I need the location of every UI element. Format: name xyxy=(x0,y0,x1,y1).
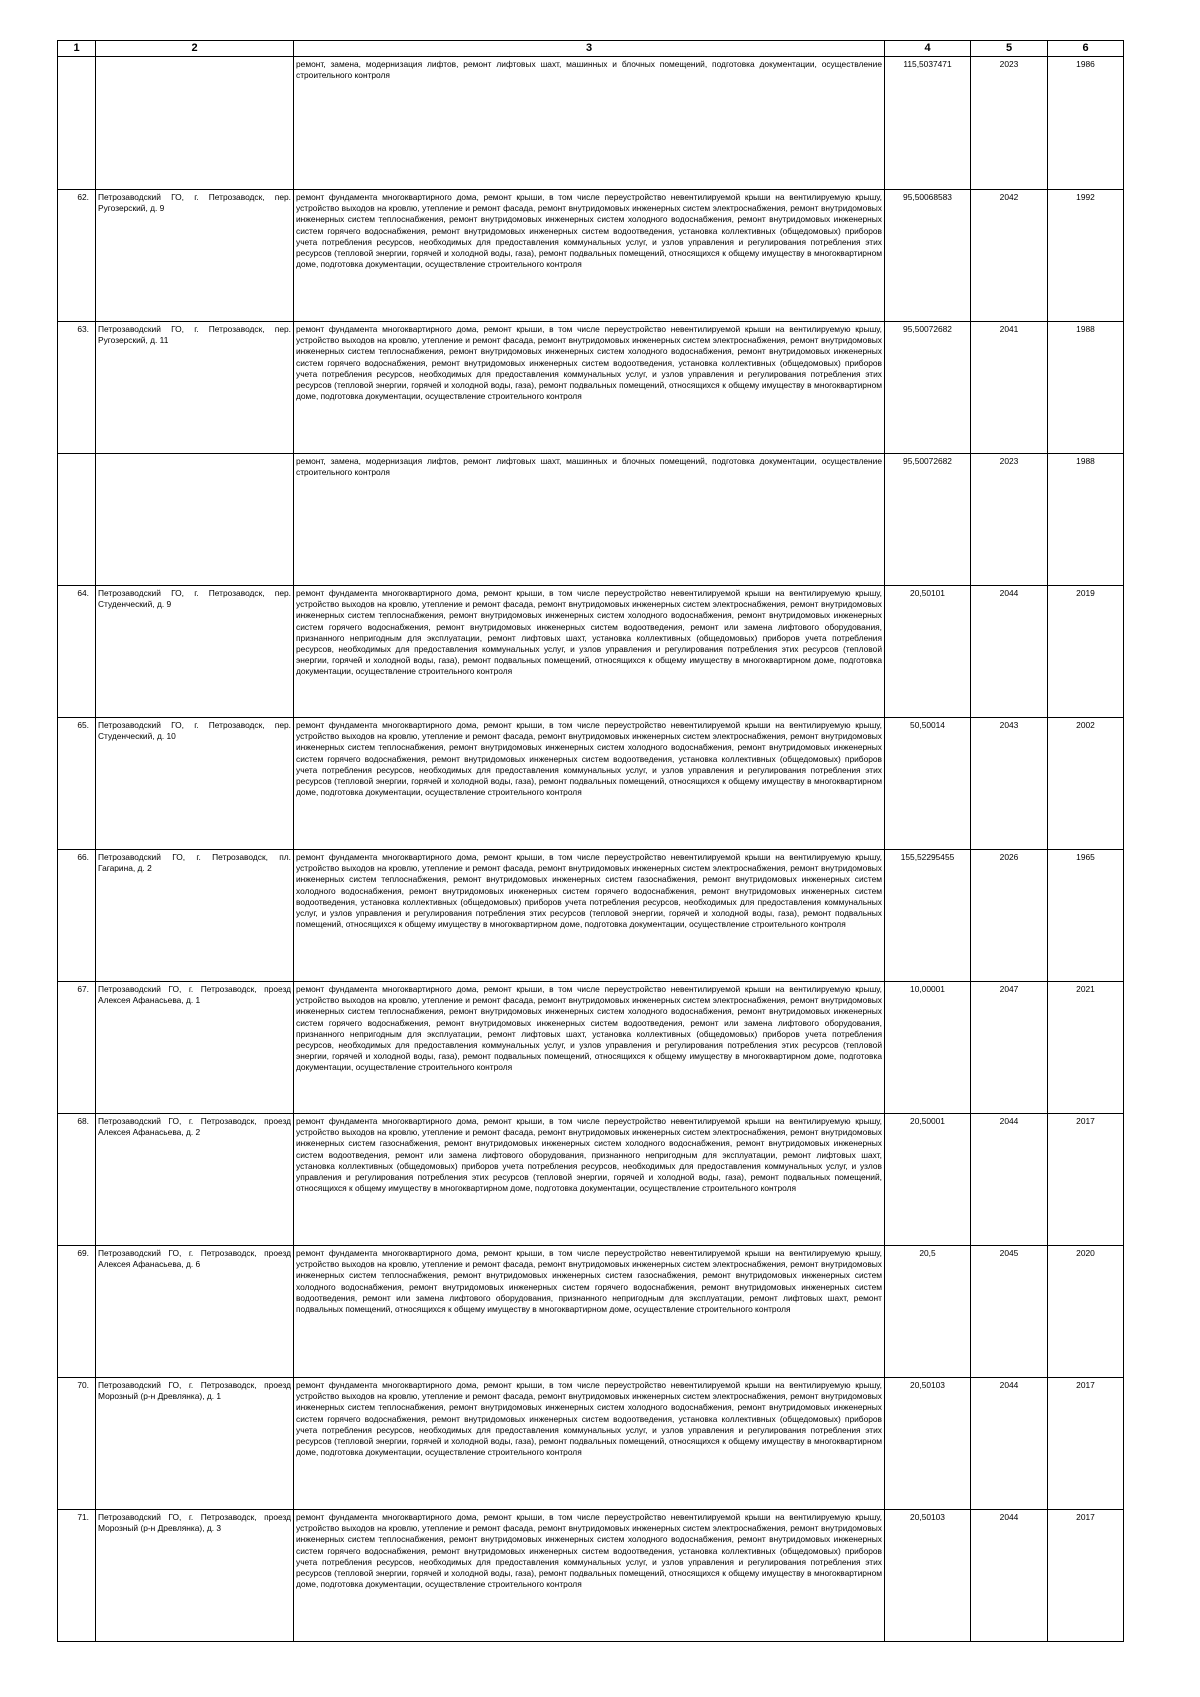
table-row xyxy=(58,718,1124,850)
built-year-cell: 2002 xyxy=(1048,718,1124,850)
value-cell: 95,50072682 xyxy=(885,322,971,454)
address-cell: Петрозаводский ГО, г. Петрозаводск, проезд Морозный (р-н Древлянка), д. 3 xyxy=(96,1510,294,1642)
column-header-3: 3 xyxy=(294,41,885,57)
address-cell: Петрозаводский ГО, г. Петрозаводск, пер. Ругозерский, д. 9 xyxy=(96,190,294,322)
table-row xyxy=(58,850,1124,982)
row-number xyxy=(58,454,96,586)
value-cell: 115,5037471 xyxy=(885,57,971,190)
table-row xyxy=(58,322,1124,454)
built-year-cell: 1988 xyxy=(1048,454,1124,586)
row-number: 68. xyxy=(58,1114,96,1246)
built-year-cell: 1965 xyxy=(1048,850,1124,982)
built-year-cell: 2017 xyxy=(1048,1510,1124,1642)
year-cell: 2041 xyxy=(971,322,1048,454)
row-number xyxy=(58,57,96,190)
value-cell: 20,50103 xyxy=(885,1378,971,1510)
built-year-cell: 2021 xyxy=(1048,982,1124,1114)
row-number: 63. xyxy=(58,322,96,454)
works-cell: ремонт фундамента многоквартирного дома, ремонт крыши, в том числе переустройство невентилируемой крыши на вентилируемую крышу, устройство выходов на кровлю, утепление и ремонт фасада, ремонт внутридомовых инженерных систем электроснабжения, ремонт внутридомовых инженерных систем теплоснабжения, ремонт внутридомовых инженерных систем холодного водоснабжения, ремонт внутридомовых инженерных систем горячего водоснабжения, ремонт внутридомовых инженерных систем водоотведения, ремонт или замена лифтового оборудования, признанного непригодным для эксплуатации, ремонт лифтовых шахт, установка коллективных (общедомовых) приборов учета потребления ресурсов, необходимых для предоставления коммунальных услуг, и узлов управления и регулирования потребления этих ресурсов (тепловой энергии, горячей и холодной воды, газа), ремонт подвальных помещений, относящихся к общему имуществу в многоквартирном доме, подготовка документации, осуществление строительного контроля xyxy=(294,982,885,1114)
row-number: 66. xyxy=(58,850,96,982)
table-row xyxy=(58,982,1124,1114)
address-cell xyxy=(96,57,294,190)
built-year-cell: 2017 xyxy=(1048,1378,1124,1510)
value-cell: 20,50001 xyxy=(885,1114,971,1246)
built-year-cell: 1988 xyxy=(1048,322,1124,454)
value-cell: 20,50101 xyxy=(885,586,971,718)
works-cell: ремонт фундамента многоквартирного дома, ремонт крыши, в том числе переустройство невентилируемой крыши на вентилируемую крышу, устройство выходов на кровлю, утепление и ремонт фасада, ремонт внутридомовых инженерных систем электроснабжения, ремонт внутридомовых инженерных систем теплоснабжения, ремонт внутридомовых инженерных систем газоснабжения, ремонт внутридомовых инженерных систем холодного водоснабжения, ремонт внутридомовых инженерных систем горячего водоснабжения, ремонт внутридомовых инженерных систем водоотведения, ремонт или замена лифтового оборудования, признанного непригодным для эксплуатации, ремонт лифтовых шахт, ремонт подвальных помещений, относящихся к общему имуществу в многоквартирном доме, осуществление строительного контроля xyxy=(294,1246,885,1378)
row-number: 69. xyxy=(58,1246,96,1378)
address-cell: Петрозаводский ГО, г. Петрозаводск, проезд Алексея Афанасьева, д. 2 xyxy=(96,1114,294,1246)
works-cell: ремонт фундамента многоквартирного дома, ремонт крыши, в том числе переустройство невентилируемой крыши на вентилируемую крышу, устройство выходов на кровлю, утепление и ремонт фасада, ремонт внутридомовых инженерных систем электроснабжения, ремонт внутридомовых инженерных систем теплоснабжения, ремонт внутридомовых инженерных систем холодного водоснабжения, ремонт внутридомовых инженерных систем горячего водоснабжения, ремонт внутридомовых инженерных систем водоотведения, установка коллективных (общедомовых) приборов учета потребления ресурсов, необходимых для предоставления коммунальных услуг, и узлов управления и регулирования потребления этих ресурсов (тепловой энергии, горячей и холодной воды, газа), ремонт подвальных помещений, относящихся к общему имуществу в многоквартирном доме, подготовка документации, осуществление строительного контроля xyxy=(294,190,885,322)
row-number: 67. xyxy=(58,982,96,1114)
address-cell: Петрозаводский ГО, г. Петрозаводск, пер. Студенческий, д. 10 xyxy=(96,718,294,850)
built-year-cell: 2020 xyxy=(1048,1246,1124,1378)
works-table xyxy=(57,40,1124,1642)
works-cell: ремонт, замена, модернизация лифтов, ремонт лифтовых шахт, машинных и блочных помещений, подготовка документации, осуществление строительного контроля xyxy=(294,454,885,586)
table-row xyxy=(58,1378,1124,1510)
header-row xyxy=(58,41,1124,57)
year-cell: 2044 xyxy=(971,1510,1048,1642)
address-cell: Петрозаводский ГО, г. Петрозаводск, пл. Гагарина, д. 2 xyxy=(96,850,294,982)
address-cell: Петрозаводский ГО, г. Петрозаводск, проезд Алексея Афанасьева, д. 1 xyxy=(96,982,294,1114)
works-cell: ремонт фундамента многоквартирного дома, ремонт крыши, в том числе переустройство невентилируемой крыши на вентилируемую крышу, устройство выходов на кровлю, утепление и ремонт фасада, ремонт внутридомовых инженерных систем электроснабжения, ремонт внутридомовых инженерных систем теплоснабжения, ремонт внутридомовых инженерных систем холодного водоснабжения, ремонт внутридомовых инженерных систем горячего водоснабжения, ремонт внутридомовых инженерных систем водоотведения, установка коллективных (общедомовых) приборов учета потребления ресурсов, необходимых для предоставления коммунальных услуг, и узлов управления и регулирования потребления этих ресурсов (тепловой энергии, горячей и холодной воды, газа), ремонт подвальных помещений, относящихся к общему имуществу в многоквартирном доме, подготовка документации, осуществление строительного контроля xyxy=(294,322,885,454)
year-cell: 2023 xyxy=(971,57,1048,190)
year-cell: 2047 xyxy=(971,982,1048,1114)
works-cell: ремонт фундамента многоквартирного дома, ремонт крыши, в том числе переустройство невентилируемой крыши на вентилируемую крышу, устройство выходов на кровлю, утепление и ремонт фасада, ремонт внутридомовых инженерных систем электроснабжения, ремонт внутридомовых инженерных систем теплоснабжения, ремонт внутридомовых инженерных систем холодного водоснабжения, ремонт внутридомовых инженерных систем горячего водоснабжения, ремонт внутридомовых инженерных систем водоотведения, ремонт или замена лифтового оборудования, признанного непригодным для эксплуатации, ремонт лифтовых шахт, установка коллективных (общедомовых) приборов учета потребления ресурсов, необходимых для предоставления коммунальных услуг, и узлов управления и регулирования потребления этих ресурсов (тепловой энергии, горячей и холодной воды, газа), ремонт подвальных помещений, относящихся к общему имуществу в многоквартирном доме, подготовка документации, осуществление строительного контроля xyxy=(294,586,885,718)
built-year-cell: 1986 xyxy=(1048,57,1124,190)
value-cell: 50,50014 xyxy=(885,718,971,850)
value-cell: 20,50103 xyxy=(885,1510,971,1642)
year-cell: 2045 xyxy=(971,1246,1048,1378)
works-cell: ремонт фундамента многоквартирного дома, ремонт крыши, в том числе переустройство невентилируемой крыши на вентилируемую крышу, устройство выходов на кровлю, утепление и ремонт фасада, ремонт внутридомовых инженерных систем электроснабжения, ремонт внутридомовых инженерных систем теплоснабжения, ремонт внутридомовых инженерных систем холодного водоснабжения, ремонт внутридомовых инженерных систем горячего водоснабжения, ремонт внутридомовых инженерных систем водоотведения, установка коллективных (общедомовых) приборов учета потребления ресурсов, необходимых для предоставления коммунальных услуг, и узлов управления и регулирования потребления этих ресурсов (тепловой энергии, горячей и холодной воды, газа), ремонт подвальных помещений, относящихся к общему имуществу в многоквартирном доме, подготовка документации, осуществление строительного контроля xyxy=(294,1378,885,1510)
year-cell: 2042 xyxy=(971,190,1048,322)
column-header-6: 6 xyxy=(1048,41,1124,57)
works-cell: ремонт фундамента многоквартирного дома, ремонт крыши, в том числе переустройство невентилируемой крыши на вентилируемую крышу, устройство выходов на кровлю, утепление и ремонт фасада, ремонт внутридомовых инженерных систем электроснабжения, ремонт внутридомовых инженерных систем газоснабжения, ремонт внутридомовых инженерных систем холодного водоснабжения, ремонт внутридомовых инженерных систем водоотведения, ремонт или замена лифтового оборудования, признанного непригодным для эксплуатации, ремонт лифтовых шахт, установка коллективных (общедомовых) приборов учета потребления ресурсов, необходимых для предоставления коммунальных услуг, и узлов управления и регулирования потребления этих ресурсов (тепловой энергии, горячей и холодной воды, газа), ремонт подвальных помещений, относящихся к общему имуществу в многоквартирном доме, подготовка документации, осуществление строительного контроля xyxy=(294,1114,885,1246)
year-cell: 2043 xyxy=(971,718,1048,850)
address-cell: Петрозаводский ГО, г. Петрозаводск, проезд Алексея Афанасьева, д. 6 xyxy=(96,1246,294,1378)
column-header-2: 2 xyxy=(96,41,294,57)
table-row xyxy=(58,190,1124,322)
value-cell: 10,00001 xyxy=(885,982,971,1114)
works-cell: ремонт, замена, модернизация лифтов, ремонт лифтовых шахт, машинных и блочных помещений, подготовка документации, осуществление строительного контроля xyxy=(294,57,885,190)
value-cell: 95,50068583 xyxy=(885,190,971,322)
year-cell: 2044 xyxy=(971,1114,1048,1246)
works-cell: ремонт фундамента многоквартирного дома, ремонт крыши, в том числе переустройство невентилируемой крыши на вентилируемую крышу, устройство выходов на кровлю, утепление и ремонт фасада, ремонт внутридомовых инженерных систем электроснабжения, ремонт внутридомовых инженерных систем теплоснабжения, ремонт внутридомовых инженерных систем холодного водоснабжения, ремонт внутридомовых инженерных систем горячего водоснабжения, ремонт внутридомовых инженерных систем водоотведения, установка коллективных (общедомовых) приборов учета потребления ресурсов, необходимых для предоставления коммунальных услуг, и узлов управления и регулирования потребления этих ресурсов (тепловой энергии, горячей и холодной воды, газа), ремонт подвальных помещений, относящихся к общему имуществу в многоквартирном доме, подготовка документации, осуществление строительного контроля xyxy=(294,1510,885,1642)
address-cell: Петрозаводский ГО, г. Петрозаводск, пер. Ругозерский, д. 11 xyxy=(96,322,294,454)
built-year-cell: 2017 xyxy=(1048,1114,1124,1246)
works-cell: ремонт фундамента многоквартирного дома, ремонт крыши, в том числе переустройство невентилируемой крыши на вентилируемую крышу, устройство выходов на кровлю, утепление и ремонт фасада, ремонт внутридомовых инженерных систем электроснабжения, ремонт внутридомовых инженерных систем теплоснабжения, ремонт внутридомовых инженерных систем газоснабжения, ремонт внутридомовых инженерных систем холодного водоснабжения, ремонт внутридомовых инженерных систем горячего водоснабжения, ремонт внутридомовых инженерных систем водоотведения, установка коллективных (общедомовых) приборов учета потребления ресурсов, необходимых для предоставления коммунальных услуг, и узлов управления и регулирования потребления этих ресурсов (тепловой энергии, горячей и холодной воды, газа), ремонт подвальных помещений, относящихся к общему имуществу в многоквартирном доме, подготовка документации, осуществление строительного контроля xyxy=(294,850,885,982)
column-header-5: 5 xyxy=(971,41,1048,57)
table-row xyxy=(58,1246,1124,1378)
built-year-cell: 1992 xyxy=(1048,190,1124,322)
address-cell xyxy=(96,454,294,586)
column-header-4: 4 xyxy=(885,41,971,57)
row-number: 70. xyxy=(58,1378,96,1510)
row-number: 65. xyxy=(58,718,96,850)
table-row xyxy=(58,454,1124,586)
value-cell: 20,5 xyxy=(885,1246,971,1378)
works-cell: ремонт фундамента многоквартирного дома, ремонт крыши, в том числе переустройство невентилируемой крыши на вентилируемую крышу, устройство выходов на кровлю, утепление и ремонт фасада, ремонт внутридомовых инженерных систем электроснабжения, ремонт внутридомовых инженерных систем теплоснабжения, ремонт внутридомовых инженерных систем холодного водоснабжения, ремонт внутридомовых инженерных систем горячего водоснабжения, ремонт внутридомовых инженерных систем водоотведения, установка коллективных (общедомовых) приборов учета потребления ресурсов, необходимых для предоставления коммунальных услуг, и узлов управления и регулирования потребления этих ресурсов (тепловой энергии, горячей и холодной воды, газа), ремонт подвальных помещений, относящихся к общему имуществу в многоквартирном доме, подготовка документации, осуществление строительного контроля xyxy=(294,718,885,850)
table-row xyxy=(58,1114,1124,1246)
table-row xyxy=(58,57,1124,190)
year-cell: 2023 xyxy=(971,454,1048,586)
table-row xyxy=(58,586,1124,718)
value-cell: 155,52295455 xyxy=(885,850,971,982)
year-cell: 2044 xyxy=(971,586,1048,718)
address-cell: Петрозаводский ГО, г. Петрозаводск, пер. Студенческий, д. 9 xyxy=(96,586,294,718)
row-number: 64. xyxy=(58,586,96,718)
year-cell: 2026 xyxy=(971,850,1048,982)
column-header-1: 1 xyxy=(58,41,96,57)
year-cell: 2044 xyxy=(971,1378,1048,1510)
row-number: 62. xyxy=(58,190,96,322)
table-row xyxy=(58,1510,1124,1642)
address-cell: Петрозаводский ГО, г. Петрозаводск, проезд Морозный (р-н Древлянка), д. 1 xyxy=(96,1378,294,1510)
value-cell: 95,50072682 xyxy=(885,454,971,586)
built-year-cell: 2019 xyxy=(1048,586,1124,718)
row-number: 71. xyxy=(58,1510,96,1642)
